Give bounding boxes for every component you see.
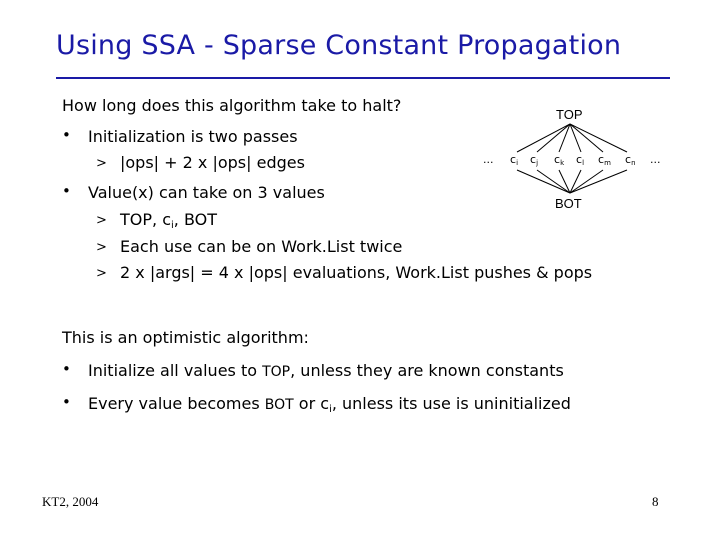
lattice-node-cm: cm [598, 153, 611, 167]
bullet-dot: • [62, 182, 71, 200]
lattice-node-cn: cn [625, 153, 636, 167]
optimistic-bullet-2: Every value becomes BOT or $c_i$, unless its use is uninitialized [88, 394, 571, 415]
bullet-2-sub-2: Each use can be on Work.List twice [120, 237, 403, 256]
lattice-node-ci: ci [510, 153, 519, 167]
lattice-ellipsis-right: ... [650, 153, 661, 166]
bullet-dot: • [62, 360, 71, 378]
lattice-node-cl: cl [576, 153, 585, 167]
lattice-top: TOP [556, 107, 583, 122]
bullet-dot: • [62, 126, 71, 144]
lattice-bottom: BOT [555, 196, 582, 211]
title-rule [56, 77, 670, 79]
lattice-node-ck: ck [554, 153, 565, 167]
bullet-2-sub-3: 2 x |args| = 4 x |ops| evaluations, Work.List pushes & pops [120, 263, 593, 282]
page-number: 8 [652, 494, 659, 509]
bullet-2-text: Value(x) can take on 3 values [88, 183, 325, 202]
sub-arrow: > [96, 156, 107, 171]
sub-arrow: > [96, 266, 107, 281]
bullet-1-sub-1: |ops| + 2 x |ops| edges [120, 153, 305, 172]
bullet-1-text: Initialization is two passes [88, 127, 298, 146]
bullet-dot: • [62, 393, 71, 411]
sub-arrow: > [96, 213, 107, 228]
optimistic-heading: This is an optimistic algorithm: [62, 328, 309, 347]
sub-arrow: > [96, 240, 107, 255]
optimistic-bullet-1: Initialize all values to TOP, unless they are known constants [88, 361, 564, 380]
lattice-node-cj: cj [530, 153, 539, 167]
question-text: How long does this algorithm take to halt? [62, 96, 402, 115]
slide-title: Using SSA - Sparse Constant Propagation [56, 30, 622, 61]
footer-label: KT2, 2004 [42, 494, 99, 509]
lattice-ellipsis-left: ... [483, 153, 494, 166]
bullet-2-sub-1: TOP, $c_i$, BOT [120, 210, 217, 231]
